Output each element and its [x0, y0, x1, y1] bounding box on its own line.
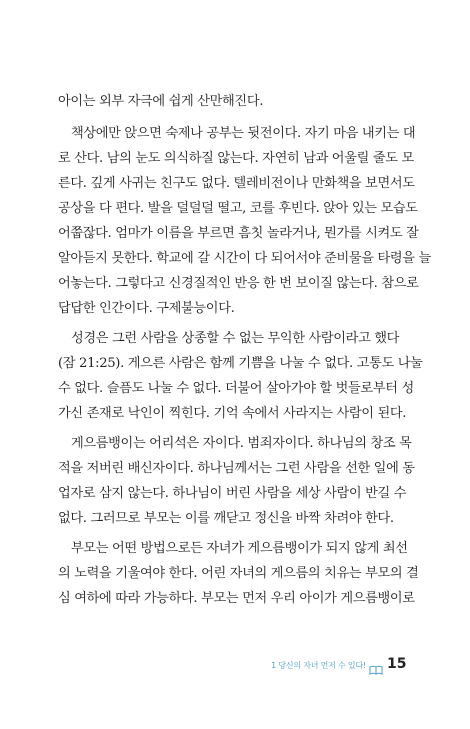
text-line: 부모는 어떤 방법으로든 자녀가 게으름뱅이가 되지 않게 최선 [71, 541, 408, 556]
text-line: 의 노력을 기울여야 한다. 어린 자녀의 게으름의 치유는 부모의 결 [58, 566, 419, 581]
text-line: 답답한 인간이다. 구제불능이다. [58, 301, 235, 316]
book-icon [369, 660, 383, 670]
page-number: 15 [387, 656, 407, 672]
text-line: 알아듣지 못한다. 학교에 갈 시간이 다 되어서야 준비물을 타령을 늘 [58, 251, 431, 266]
text-line: 아이는 외부 자극에 쉽게 산만해진다. [58, 94, 264, 109]
page-footer [0, 658, 470, 678]
text-line: 수 없다. 슬픔도 나눌 수 없다. 더불어 살아가야 할 벗들로부터 성 [58, 381, 414, 396]
chapter-title: 1 당신의 자녀 먼저 수 있다! [271, 661, 366, 670]
text-line: 어놓는다. 그렇다고 신경질적인 반응 한 번 보이질 않는다. 참으로 [58, 276, 419, 291]
text-line: (잠 21:25). 게으른 사람은 함께 기쁨을 나눌 수 없다. 고통도 나눌 [58, 356, 423, 371]
text-line: 성경은 그런 사람을 상종할 수 없는 무익한 사람이라고 했다 [71, 331, 400, 346]
text-line: 없다. 그러므로 부모는 이를 깨닫고 정신을 바짝 차려야 한다. [58, 511, 394, 526]
text-line: 심 여하에 따라 가능하다. 부모는 먼저 우리 아이가 게으름뱅이로 [58, 591, 415, 606]
text-line: 어쭙잖다. 엄마가 이름을 부르면 흠칫 놀라거나, 뭔가를 시켜도 잘 [58, 226, 419, 241]
text-line: 가신 존재로 낙인이 찍힌다. 기억 속에서 사라지는 사람이 된다. [58, 406, 407, 421]
text-line: 적을 저버린 배신자이다. 하나님께서는 그런 사람을 선한 일에 동 [58, 461, 415, 476]
text-line: 른다. 깊게 사귀는 친구도 없다. 텔레비전이나 만화책을 보면서도 [58, 176, 415, 191]
text-line: 업자로 삼지 않는다. 하나님이 버린 사람을 세상 사람이 반길 수 [58, 486, 407, 501]
text-line: 로 산다. 남의 눈도 의식하질 않는다. 자연히 남과 어울릴 줄도 모 [58, 151, 414, 166]
text-line: 게으름뱅이는 어리석은 자이다. 범죄자이다. 하나님의 창조 목 [71, 436, 412, 451]
text-line: 책상에만 앉으면 숙제나 공부는 뒷전이다. 자기 마음 내키는 대 [71, 126, 416, 141]
text-line: 공상을 다 편다. 발을 덜덜덜 떨고, 코를 후빈다. 앉아 있는 모습도 [58, 201, 418, 216]
